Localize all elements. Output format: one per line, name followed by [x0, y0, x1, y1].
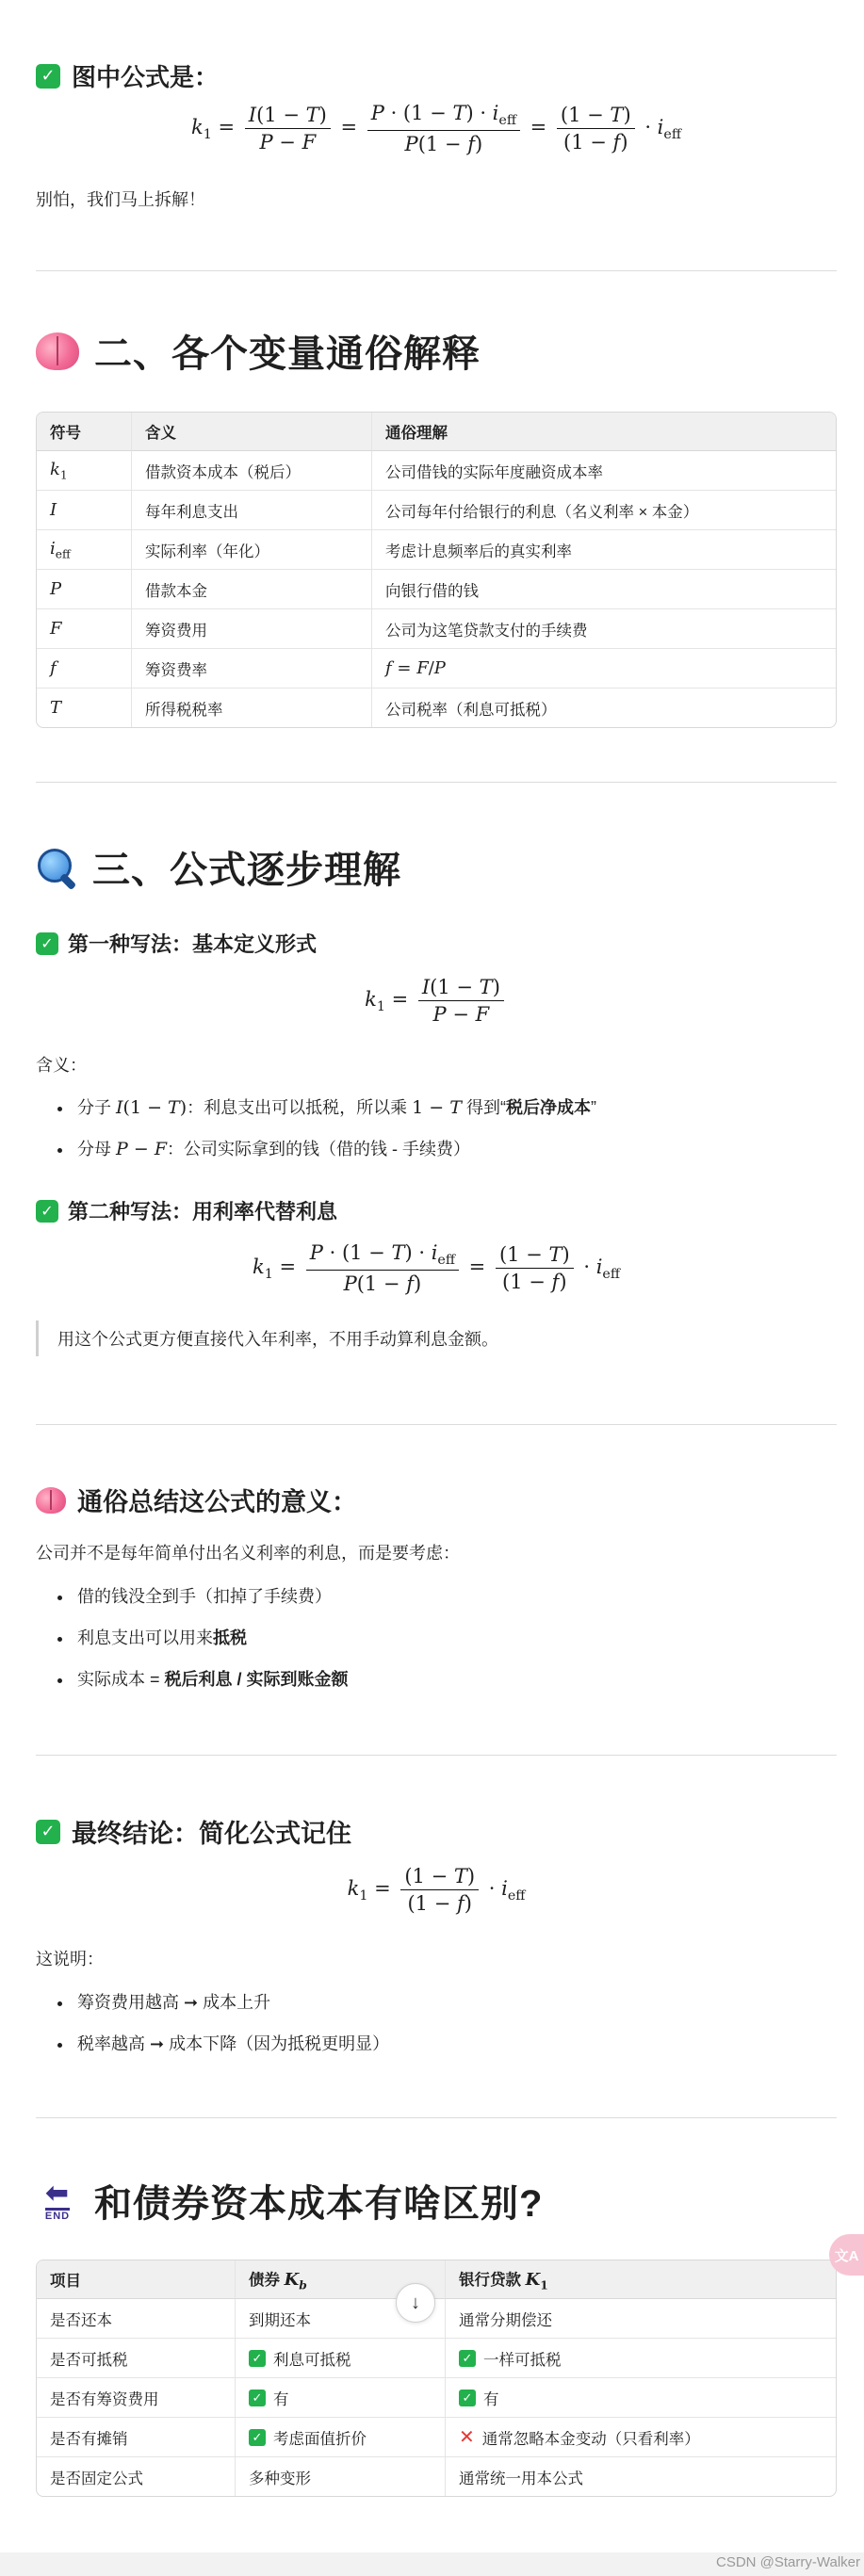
symbol-cell: F [37, 609, 131, 649]
meaning-cell: 借款资本成本（税后） [131, 451, 371, 491]
meaning-cell: 筹资费率 [131, 649, 371, 689]
brain-icon [36, 1487, 66, 1514]
brain-icon [36, 332, 79, 370]
item-cell: 是否还本 [37, 2299, 235, 2339]
list-item: • 税率越高 ➞ 成本下降（因为抵税更明显） [73, 2023, 837, 2065]
symbol-cell: $k_1$ [37, 451, 131, 491]
compare-table [36, 2260, 837, 2497]
bond-cell: ✓ 利息可抵税 [235, 2339, 445, 2378]
col-header: 债券 $K_b$ [235, 2260, 445, 2299]
col-header: 通俗理解 [371, 413, 836, 451]
table-row [37, 2378, 836, 2418]
final-intro: 这说明： [36, 1950, 104, 1968]
final-formula: $k_1$ = $\frac{(1 - T)}{(1 - f)}$ · $i_{eff}$ [347, 1865, 526, 1915]
compare-heading [36, 2174, 837, 2228]
table-header-row [37, 413, 836, 451]
table-row [37, 451, 836, 491]
list-item: • 实际成本 = 税后利息 / 实际到账金额 [73, 1659, 837, 1700]
list-item: • 筹资费用越高 ➞ 成本上升 [73, 1982, 837, 2023]
divider [36, 1755, 837, 1756]
col-header: 银行贷款 $K_1$ [445, 2260, 836, 2299]
final-heading [36, 1813, 837, 1850]
summary-title: 通俗总结这公式的意义： [77, 1488, 357, 1516]
explain-cell: 向银行借的钱 [371, 570, 836, 609]
check-icon: ✓ [459, 2390, 476, 2406]
loan-cell: 通常分期偿还 [445, 2299, 836, 2339]
bond-cell: 多种变形 [235, 2457, 445, 2496]
compare-title: 和债券资本成本有啥区别? [94, 2183, 544, 2225]
vars-table [36, 412, 837, 728]
table-header-row [37, 2260, 836, 2299]
summary-heading [36, 1482, 837, 1518]
formula-intro: 别怕，我们马上拆解！ [36, 190, 205, 209]
symbol-cell: T [50, 698, 62, 718]
summary-intro: 公司并不是每年简单付出名义利率的利息，而是要考虑： [36, 1544, 460, 1563]
scroll-down-button[interactable] [396, 2283, 435, 2323]
meaning-cell: 实际利率（年化） [131, 530, 371, 570]
meaning-cell: 筹资费用 [131, 609, 371, 649]
col-header: 含义 [131, 413, 371, 451]
col-header: 符号 [37, 413, 131, 451]
table-row [37, 2339, 836, 2378]
meaning-cell: 每年利息支出 [131, 491, 371, 530]
item-cell: 是否可抵税 [37, 2339, 235, 2378]
symbol-cell: P [37, 570, 131, 609]
symbol-cell: f [37, 649, 131, 689]
check-icon: ✓ [459, 2350, 476, 2367]
arrow-down-icon: ↓ [411, 2292, 420, 2313]
check-icon: ✓ [249, 2390, 266, 2406]
explain-cell: 公司借钱的实际年度融资成本率 [371, 451, 836, 491]
step2-formula: $k_1$ = $\frac{P \cdot (1 - T) \cdot i_{eff}}{P(1 - f)}$ = $\frac{(1 - T)}{(1 - f)}$ · $i_{eff}$ [253, 1241, 620, 1295]
table-row [37, 530, 836, 570]
meaning-label: 含义： [36, 1056, 87, 1075]
list-item: • 借的钱没全到手（扣掉了手续费） [73, 1576, 837, 1617]
table-row [37, 689, 836, 727]
check-icon: ✓ [36, 1820, 60, 1844]
step2-title: 第二种写法：用利率代替利息 [68, 1200, 338, 1223]
explain-cell: 公司为这笔贷款支付的手续费 [371, 609, 836, 649]
tip-quote: 用这个公式更方便直接代入年利率，不用手动算利息金额。 [36, 1320, 837, 1356]
steps-title: 三、公式逐步理解 [92, 850, 401, 891]
step1-bullets [36, 1087, 837, 1170]
list-item: • 分母 P − F：公司实际拿到的钱（借的钱 - 手续费） [73, 1128, 837, 1170]
step1-title: 第一种写法：基本定义形式 [68, 932, 318, 956]
table-row [37, 2418, 836, 2457]
table-row [37, 649, 836, 689]
explain-cell: f = F/P [371, 649, 836, 689]
divider [36, 2117, 837, 2118]
cross-icon: ✕ [459, 2427, 475, 2448]
list-item: • 分子 I(1 − T)：利息支出可以抵税，所以乘 1 − T 得到“税后净成本” [73, 1087, 837, 1128]
main-formula: $k_1$ = $\frac{I(1 - T)}{P - F}$ = $\frac{P \cdot (1 - T) \cdot i_{eff}}{P(1 - f)}$ = $\frac{(1 - T)}{(1 - f)}$ · $i_{eff}$ [191, 102, 681, 155]
steps-heading [36, 840, 837, 894]
loan-cell: ✓ 一样可抵税 [445, 2339, 836, 2378]
step1-heading [36, 929, 837, 958]
table-row [37, 491, 836, 530]
final-bullets [36, 1982, 837, 2065]
table-row [37, 609, 836, 649]
explain-cell: 公司每年付给银行的利息（名义利率 × 本金） [371, 491, 836, 530]
check-icon: ✓ [36, 1200, 58, 1223]
step2-heading [36, 1196, 837, 1225]
formula-title: 图中公式是： [72, 63, 220, 91]
divider [36, 1424, 837, 1425]
bond-cell: 到期还本 [235, 2299, 445, 2339]
divider [36, 782, 837, 783]
formula-section [36, 58, 837, 93]
divider [36, 270, 837, 271]
table-row [37, 2299, 836, 2339]
final-title: 最终结论：简化公式记住 [72, 1820, 351, 1848]
bond-cell: ✓ 考虑面值折价 [235, 2418, 445, 2457]
loan-cell: ✓ 有 [445, 2378, 836, 2418]
list-item: • 利息支出可以用来抵税 [73, 1617, 837, 1659]
meaning-cell: 所得税税率 [131, 689, 371, 727]
translate-icon: 文A [834, 2247, 859, 2264]
check-icon: ✓ [249, 2350, 266, 2367]
translate-button[interactable] [829, 2234, 864, 2276]
item-cell: 是否有筹资费用 [37, 2378, 235, 2418]
item-cell: 是否有摊销 [37, 2418, 235, 2457]
step1-formula: $k_1$ = $\frac{I(1 - T)}{P - F}$ [36, 976, 837, 1026]
formula-heading [36, 58, 837, 93]
col-header: 项目 [37, 2260, 235, 2299]
item-cell: 是否固定公式 [50, 2470, 143, 2487]
vars-heading [36, 324, 837, 378]
loan-cell: ✕ 通常忽略本金变动（只看利率） [445, 2418, 836, 2457]
summary-bullets [36, 1576, 837, 1700]
symbol-cell: I [37, 491, 131, 530]
table-row [37, 2457, 836, 2496]
table-row [37, 570, 836, 609]
explain-cell: 公司税率（利息可抵税） [371, 689, 836, 727]
bond-cell: ✓ 有 [235, 2378, 445, 2418]
vars-title: 二、各个变量通俗解释 [94, 333, 481, 375]
loan-cell: 通常统一用本公式 [445, 2457, 836, 2496]
meaning-cell: 借款本金 [131, 570, 371, 609]
end-arrow-icon: ⬅ END [44, 2178, 71, 2222]
symbol-cell: $i_{eff}$ [37, 530, 131, 570]
magnifier-icon [36, 847, 77, 888]
check-icon: ✓ [36, 64, 60, 89]
watermark: CSDN @Starry-Walker [715, 2554, 860, 2570]
check-icon: ✓ [249, 2429, 266, 2446]
check-icon: ✓ [36, 932, 58, 955]
explain-cell: 考虑计息频率后的真实利率 [371, 530, 836, 570]
